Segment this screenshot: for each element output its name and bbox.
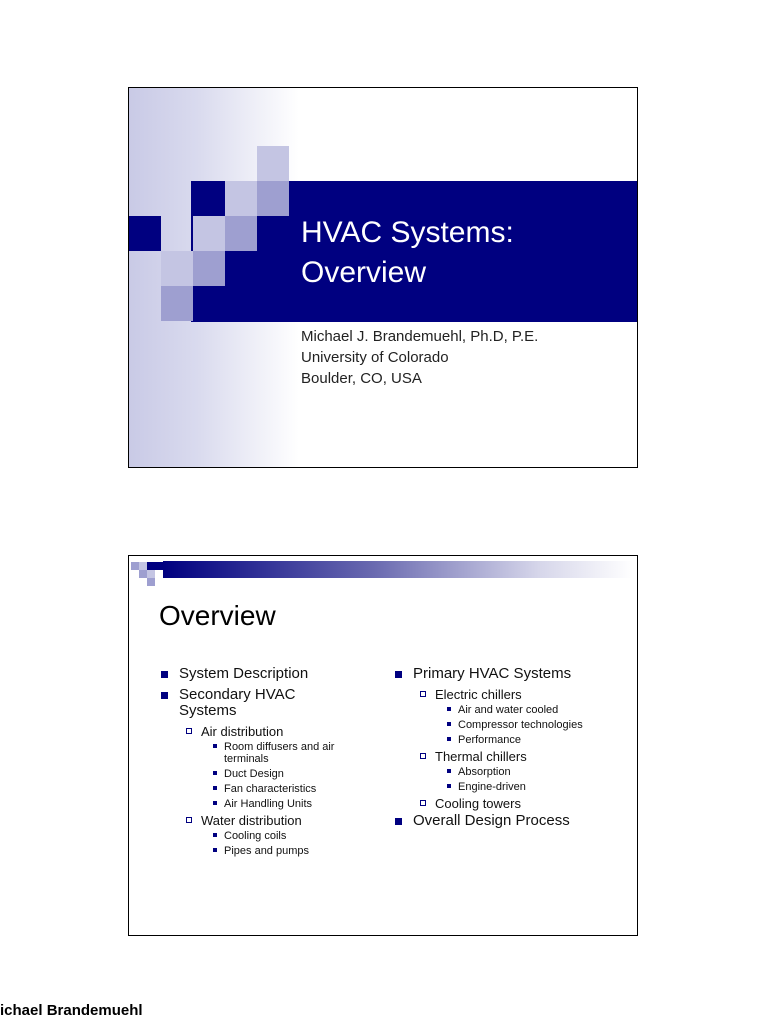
list-item: System Description — [159, 666, 389, 682]
overview-slide — [128, 555, 638, 936]
list-item: Cooling coils — [159, 830, 389, 842]
list-item: Air distribution — [159, 724, 389, 739]
slide-title — [301, 213, 631, 293]
list-item: Electric chillers — [393, 687, 637, 702]
list-item: Cooling towers — [393, 796, 637, 811]
slide-subtitle — [301, 326, 631, 389]
list-item: Air and water cooled — [393, 704, 637, 716]
decor-square — [147, 570, 155, 578]
list-item: Water distribution — [159, 813, 389, 828]
list-item: Thermal chillers — [393, 749, 637, 764]
decor-square — [139, 570, 147, 578]
decor-square — [225, 216, 257, 251]
right-column — [393, 666, 637, 834]
decor-square — [161, 251, 193, 286]
list-item: Absorption — [393, 766, 637, 778]
decor-square — [225, 181, 257, 216]
institution: University of Colorado — [301, 349, 449, 366]
page-footer-author: ichael Brandemuehl — [0, 1002, 143, 1019]
header-bar — [163, 561, 633, 578]
list-item: Room diffusers and air terminals — [159, 741, 364, 765]
decor-square — [139, 562, 147, 570]
decor-square — [193, 251, 225, 286]
slide-title: Overview — [159, 600, 276, 631]
list-item: Secondary HVAC Systems — [159, 687, 319, 719]
title-line: HVAC Systems: — [301, 216, 514, 249]
list-item: Overall Design Process — [393, 813, 637, 829]
decor-square — [155, 562, 163, 570]
decor-square — [147, 578, 155, 586]
location: Boulder, CO, USA — [301, 370, 422, 387]
author-name: Michael J. Brandemuehl, Ph.D, P.E. — [301, 328, 539, 345]
left-column — [159, 666, 389, 860]
list-item: Performance — [393, 734, 637, 746]
decor-square — [257, 146, 289, 181]
list-item: Air Handling Units — [159, 798, 389, 810]
list-item: Primary HVAC Systems — [393, 666, 637, 682]
list-item: Fan characteristics — [159, 783, 389, 795]
list-item: Duct Design — [159, 768, 389, 780]
decor-square — [193, 216, 225, 251]
title-slide — [128, 87, 638, 468]
decor-square — [131, 562, 139, 570]
decor-square — [257, 181, 289, 216]
decor-square — [147, 562, 155, 570]
title-band-tab — [129, 216, 161, 251]
list-item: Engine-driven — [393, 781, 637, 793]
title-line: Overview — [301, 256, 427, 289]
list-item: Compressor technologies — [393, 719, 637, 731]
list-item: Pipes and pumps — [159, 845, 389, 857]
decor-square — [161, 286, 193, 321]
